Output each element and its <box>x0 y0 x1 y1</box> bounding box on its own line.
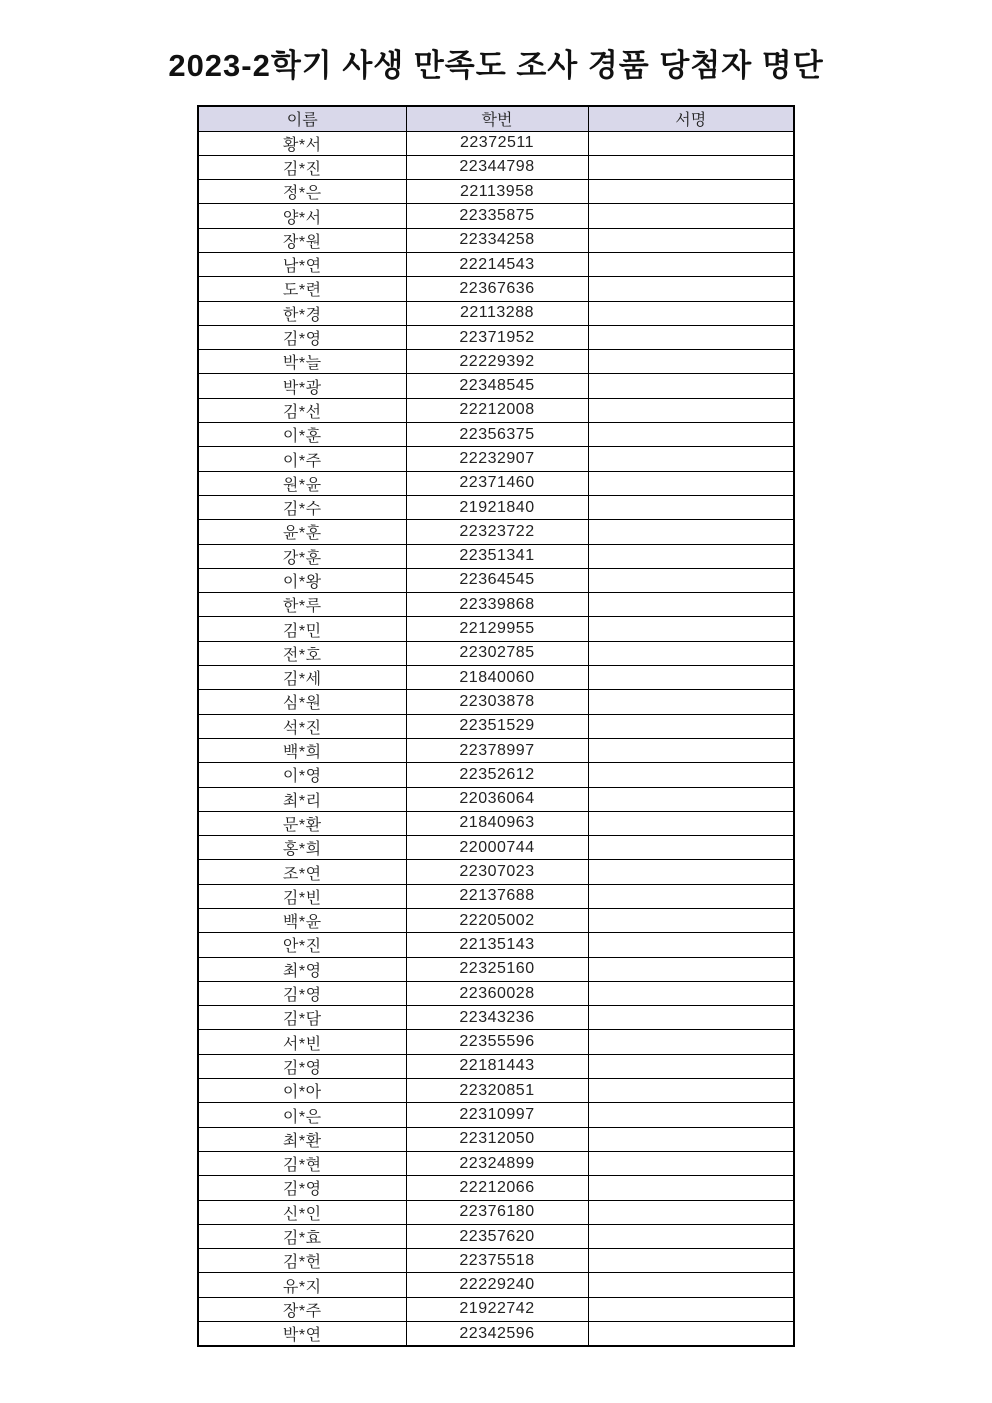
student-id-cell: 22351529 <box>406 714 588 738</box>
student-id-cell: 22351341 <box>406 544 588 568</box>
table-row <box>198 1273 794 1297</box>
name-cell: 김*효 <box>198 1224 406 1248</box>
name-cell: 강*훈 <box>198 544 406 568</box>
table-row <box>198 836 794 860</box>
name-cell: 장*원 <box>198 228 406 252</box>
name-cell: 김*빈 <box>198 884 406 908</box>
student-id-cell: 21922742 <box>406 1297 588 1321</box>
signature-cell <box>588 520 794 544</box>
signature-cell <box>588 252 794 276</box>
signature-cell <box>588 1224 794 1248</box>
table-row <box>198 180 794 204</box>
name-cell: 석*진 <box>198 714 406 738</box>
table-row <box>198 666 794 690</box>
table-row <box>198 277 794 301</box>
signature-cell <box>588 1030 794 1054</box>
name-cell: 황*서 <box>198 131 406 155</box>
table-row <box>198 738 794 762</box>
signature-cell <box>588 277 794 301</box>
name-cell: 최*리 <box>198 787 406 811</box>
signature-cell <box>588 1249 794 1273</box>
signature-cell <box>588 180 794 204</box>
student-id-cell: 22343236 <box>406 1006 588 1030</box>
student-id-cell: 22376180 <box>406 1200 588 1224</box>
student-id-cell: 22371952 <box>406 325 588 349</box>
name-cell: 김*세 <box>198 666 406 690</box>
signature-cell <box>588 495 794 519</box>
name-cell: 양*서 <box>198 204 406 228</box>
table-body <box>198 131 794 1346</box>
name-cell: 안*진 <box>198 933 406 957</box>
student-id-cell: 22375518 <box>406 1249 588 1273</box>
signature-cell <box>588 1322 794 1347</box>
table-row <box>198 1200 794 1224</box>
table-row <box>198 860 794 884</box>
student-id-cell: 22310997 <box>406 1103 588 1127</box>
header-row <box>198 106 794 131</box>
table-row <box>198 374 794 398</box>
name-cell: 이*훈 <box>198 423 406 447</box>
table-row <box>198 957 794 981</box>
signature-cell <box>588 1006 794 1030</box>
student-id-cell: 22181443 <box>406 1054 588 1078</box>
signature-cell <box>588 641 794 665</box>
table-row <box>198 909 794 933</box>
name-cell: 김*진 <box>198 155 406 179</box>
table-row <box>198 1079 794 1103</box>
student-id-cell: 22229240 <box>406 1273 588 1297</box>
name-cell: 신*인 <box>198 1200 406 1224</box>
name-cell: 김*현 <box>198 1151 406 1175</box>
student-id-cell: 22205002 <box>406 909 588 933</box>
signature-cell <box>588 981 794 1005</box>
name-cell: 정*은 <box>198 180 406 204</box>
student-id-cell: 22036064 <box>406 787 588 811</box>
header-signature: 서명 <box>588 106 794 131</box>
student-id-cell: 21921840 <box>406 495 588 519</box>
student-id-cell: 22320851 <box>406 1079 588 1103</box>
student-id-cell: 22303878 <box>406 690 588 714</box>
name-cell: 전*호 <box>198 641 406 665</box>
student-id-cell: 22364545 <box>406 568 588 592</box>
signature-cell <box>588 714 794 738</box>
name-cell: 김*헌 <box>198 1249 406 1273</box>
header-student-id: 학번 <box>406 106 588 131</box>
table-row <box>198 155 794 179</box>
signature-cell <box>588 690 794 714</box>
signature-cell <box>588 738 794 762</box>
table-row <box>198 204 794 228</box>
table-row <box>198 763 794 787</box>
signature-cell <box>588 325 794 349</box>
signature-cell <box>588 131 794 155</box>
signature-cell <box>588 884 794 908</box>
student-id-cell: 22352612 <box>406 763 588 787</box>
table-row <box>198 714 794 738</box>
student-id-cell: 22229392 <box>406 350 588 374</box>
name-cell: 이*은 <box>198 1103 406 1127</box>
student-id-cell: 22334258 <box>406 228 588 252</box>
student-id-cell: 22312050 <box>406 1127 588 1151</box>
table-row <box>198 1054 794 1078</box>
name-cell: 서*빈 <box>198 1030 406 1054</box>
table-header <box>198 106 794 131</box>
name-cell: 김*영 <box>198 981 406 1005</box>
name-cell: 백*희 <box>198 738 406 762</box>
student-id-cell: 22307023 <box>406 860 588 884</box>
student-id-cell: 22324899 <box>406 1151 588 1175</box>
table-row <box>198 690 794 714</box>
student-id-cell: 22323722 <box>406 520 588 544</box>
table-row <box>198 787 794 811</box>
signature-cell <box>588 593 794 617</box>
student-id-cell: 22302785 <box>406 641 588 665</box>
signature-cell <box>588 666 794 690</box>
name-cell: 윤*훈 <box>198 520 406 544</box>
signature-cell <box>588 957 794 981</box>
page-title: 2023-2학기 사생 만족도 조사 경품 당첨자 명단 <box>168 48 824 83</box>
student-id-cell: 22000744 <box>406 836 588 860</box>
name-cell: 도*련 <box>198 277 406 301</box>
table-row <box>198 520 794 544</box>
name-cell: 최*환 <box>198 1127 406 1151</box>
student-id-cell: 22212066 <box>406 1176 588 1200</box>
name-cell: 원*윤 <box>198 471 406 495</box>
student-id-cell: 22113958 <box>406 180 588 204</box>
signature-cell <box>588 204 794 228</box>
signature-cell <box>588 155 794 179</box>
signature-cell <box>588 1103 794 1127</box>
table-row <box>198 398 794 422</box>
student-id-cell: 22232907 <box>406 447 588 471</box>
name-cell: 김*민 <box>198 617 406 641</box>
signature-cell <box>588 544 794 568</box>
name-cell: 박*연 <box>198 1322 406 1347</box>
signature-cell <box>588 1297 794 1321</box>
table-row <box>198 471 794 495</box>
table-row <box>198 1030 794 1054</box>
signature-cell <box>588 350 794 374</box>
signature-cell <box>588 811 794 835</box>
name-cell: 김*수 <box>198 495 406 519</box>
signature-cell <box>588 860 794 884</box>
table-row <box>198 1103 794 1127</box>
table-row <box>198 325 794 349</box>
name-cell: 박*광 <box>198 374 406 398</box>
name-cell: 조*연 <box>198 860 406 884</box>
name-cell: 백*윤 <box>198 909 406 933</box>
table-row <box>198 1224 794 1248</box>
student-id-cell: 22355596 <box>406 1030 588 1054</box>
name-cell: 이*영 <box>198 763 406 787</box>
student-id-cell: 22344798 <box>406 155 588 179</box>
signature-cell <box>588 471 794 495</box>
table-row <box>198 1297 794 1321</box>
table-row <box>198 447 794 471</box>
table-row <box>198 981 794 1005</box>
name-cell: 홍*희 <box>198 836 406 860</box>
name-cell: 문*환 <box>198 811 406 835</box>
table-row <box>198 131 794 155</box>
table-row <box>198 1151 794 1175</box>
student-id-cell: 22357620 <box>406 1224 588 1248</box>
table-row <box>198 544 794 568</box>
table-row <box>198 1322 794 1347</box>
student-id-cell: 22339868 <box>406 593 588 617</box>
name-cell: 이*아 <box>198 1079 406 1103</box>
signature-cell <box>588 447 794 471</box>
table-row <box>198 884 794 908</box>
table-row <box>198 252 794 276</box>
table-row <box>198 301 794 325</box>
name-cell: 이*주 <box>198 447 406 471</box>
student-id-cell: 22342596 <box>406 1322 588 1347</box>
student-id-cell: 22129955 <box>406 617 588 641</box>
student-id-cell: 22371460 <box>406 471 588 495</box>
name-cell: 이*왕 <box>198 568 406 592</box>
signature-cell <box>588 1127 794 1151</box>
student-id-cell: 22378997 <box>406 738 588 762</box>
student-id-cell: 22356375 <box>406 423 588 447</box>
student-id-cell: 22113288 <box>406 301 588 325</box>
signature-cell <box>588 301 794 325</box>
student-id-cell: 22348545 <box>406 374 588 398</box>
winner-table <box>197 105 795 1347</box>
table-row <box>198 617 794 641</box>
signature-cell <box>588 836 794 860</box>
signature-cell <box>588 909 794 933</box>
student-id-cell: 22335875 <box>406 204 588 228</box>
name-cell: 김*영 <box>198 1054 406 1078</box>
student-id-cell: 22367636 <box>406 277 588 301</box>
student-id-cell: 22360028 <box>406 981 588 1005</box>
signature-cell <box>588 1054 794 1078</box>
table-row <box>198 1127 794 1151</box>
table-row <box>198 933 794 957</box>
signature-cell <box>588 1079 794 1103</box>
name-cell: 김*영 <box>198 325 406 349</box>
signature-cell <box>588 763 794 787</box>
signature-cell <box>588 1200 794 1224</box>
table-row <box>198 1249 794 1273</box>
name-cell: 심*원 <box>198 690 406 714</box>
name-cell: 김*영 <box>198 1176 406 1200</box>
name-cell: 김*담 <box>198 1006 406 1030</box>
signature-cell <box>588 423 794 447</box>
table-row <box>198 593 794 617</box>
table-row <box>198 1006 794 1030</box>
student-id-cell: 22325160 <box>406 957 588 981</box>
name-cell: 한*경 <box>198 301 406 325</box>
table-row <box>198 568 794 592</box>
signature-cell <box>588 787 794 811</box>
signature-cell <box>588 933 794 957</box>
signature-cell <box>588 398 794 422</box>
name-cell: 남*연 <box>198 252 406 276</box>
table-row <box>198 641 794 665</box>
table-row <box>198 1176 794 1200</box>
signature-cell <box>588 228 794 252</box>
name-cell: 최*영 <box>198 957 406 981</box>
header-name: 이름 <box>198 106 406 131</box>
student-id-cell: 22372511 <box>406 131 588 155</box>
student-id-cell: 22214543 <box>406 252 588 276</box>
name-cell: 김*선 <box>198 398 406 422</box>
signature-cell <box>588 1273 794 1297</box>
student-id-cell: 22137688 <box>406 884 588 908</box>
signature-cell <box>588 617 794 641</box>
table-row <box>198 350 794 374</box>
signature-cell <box>588 1151 794 1175</box>
student-id-cell: 22212008 <box>406 398 588 422</box>
table-row <box>198 811 794 835</box>
table-row <box>198 495 794 519</box>
signature-cell <box>588 374 794 398</box>
name-cell: 한*루 <box>198 593 406 617</box>
table-row <box>198 228 794 252</box>
name-cell: 박*늘 <box>198 350 406 374</box>
student-id-cell: 22135143 <box>406 933 588 957</box>
name-cell: 유*지 <box>198 1273 406 1297</box>
signature-cell <box>588 568 794 592</box>
student-id-cell: 21840060 <box>406 666 588 690</box>
table-row <box>198 423 794 447</box>
student-id-cell: 21840963 <box>406 811 588 835</box>
signature-cell <box>588 1176 794 1200</box>
name-cell: 장*주 <box>198 1297 406 1321</box>
